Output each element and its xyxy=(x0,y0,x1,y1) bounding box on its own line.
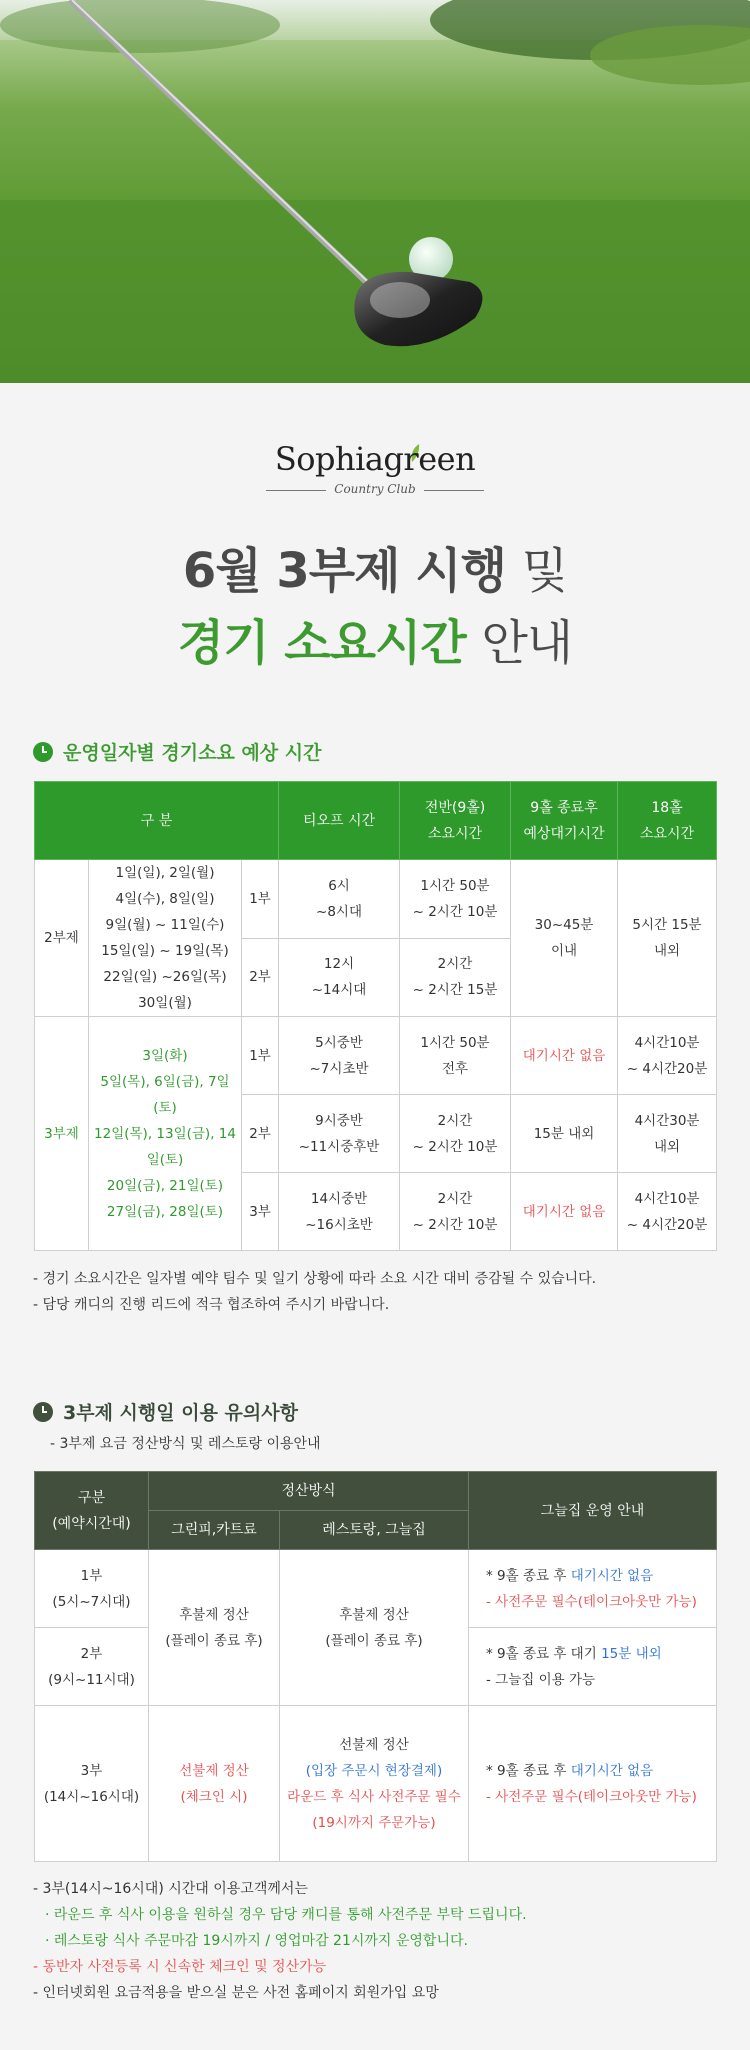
snack-text: * 9홀 종료 후 xyxy=(486,1762,571,1779)
total-time: 4시간10분 ~ 4시간20분 xyxy=(618,1017,717,1095)
header-wait: 9홀 종료후 예상대기시간 xyxy=(511,782,618,860)
header-snackbar: 그늘집 운영 안내 xyxy=(469,1472,717,1550)
section1-heading-text: 운영일자별 경기소요 예상 시간 xyxy=(63,742,322,764)
section2-subtitle: - 3부제 요금 정산방식 및 레스토랑 이용안내 xyxy=(50,1436,321,1452)
snack-note: - 사전주문 필수(테이크아웃만 가능) xyxy=(486,1593,697,1610)
logo-subtitle: Country Club xyxy=(326,482,423,496)
snack-text: * 9홀 종료 후 대기 xyxy=(486,1645,602,1662)
snack-note: - 그늘집 이용 가능 xyxy=(486,1671,596,1688)
front9-time: 2시간 ~ 2시간 10분 xyxy=(400,1173,511,1251)
front9-time: 1시간 50분 전후 xyxy=(400,1017,511,1095)
snack-highlight: 대기시간 없음 xyxy=(570,1567,654,1584)
wait-time: 15분 내외 xyxy=(511,1095,618,1173)
wait-time: 대기시간 없음 xyxy=(511,1017,618,1095)
section1-notes xyxy=(33,1266,596,1318)
restaurant-settle-c: 라운드 후 식사 사전주문 필수 xyxy=(287,1788,461,1805)
restaurant-settle-a: 선불제 정산 xyxy=(339,1736,409,1753)
header-settlement: 정산방식 xyxy=(149,1472,469,1511)
header-restaurant: 레스토랑, 그늘집 xyxy=(280,1511,469,1550)
note-line: · 라운드 후 식사 이용을 원하실 경우 담당 캐디를 통해 사전주문 부탁 드립니다. xyxy=(45,1907,527,1923)
snack-highlight: 대기시간 없음 xyxy=(570,1762,654,1779)
table-row xyxy=(35,1706,717,1862)
snackbar-info xyxy=(469,1550,717,1628)
tee-time: 5시중반 ~7시초반 xyxy=(279,1017,400,1095)
section2-notes xyxy=(33,1876,527,2006)
green-fee-settle: 선불제 정산 (체크인 시) xyxy=(149,1706,280,1862)
snack-highlight: 15분 내외 xyxy=(601,1645,662,1662)
front9-time: 2시간 ~ 2시간 10분 xyxy=(400,1095,511,1173)
table-row xyxy=(35,1017,717,1095)
clock-icon xyxy=(33,742,53,762)
header-tee-off-text: 티오프 시간 xyxy=(302,812,376,829)
settlement-table xyxy=(34,1471,717,1862)
hero-golf-photo xyxy=(0,0,750,383)
restaurant-settle-b: (입장 주문시 현장결제) xyxy=(305,1762,443,1779)
front9-time: 2시간 ~ 2시간 15분 xyxy=(400,938,511,1017)
title-line2-a: 경기 소요시간 xyxy=(177,615,482,671)
front9-time: 1시간 50분 ~ 2시간 10분 xyxy=(400,860,511,939)
restaurant-settle-d: (19시까지 주문가능) xyxy=(312,1814,436,1831)
header-18hole: 18홀 소요시간 xyxy=(618,782,717,860)
group-2bu: 2부제 xyxy=(35,860,89,1017)
section1-heading xyxy=(33,738,321,765)
header-part: 구분 (예약시간대) xyxy=(35,1472,149,1550)
page-title xyxy=(0,535,750,679)
dates-3bu: 3일(화) 5일(목), 6일(금), 7일(토) 12일(목), 13일(금), 14일(토) 20일(금), 21일(토) 27일(금), 28일(토) xyxy=(89,1017,242,1251)
table-row xyxy=(35,1550,717,1628)
brand-logo xyxy=(0,440,750,497)
section2-heading xyxy=(33,1398,298,1425)
tee-time: 6시 ~8시대 xyxy=(279,860,400,939)
note-line: · 레스토랑 식사 주문마감 19시까지 / 영업마감 21시까지 운영합니다. xyxy=(45,1933,468,1949)
note-line: - 경기 소요시간은 일자별 예약 팀수 및 일기 상황에 따라 소요 시간 대비 증감될 수 있습니다. xyxy=(33,1271,597,1287)
clock-icon xyxy=(33,1402,53,1422)
wait-time: 30~45분 이내 xyxy=(511,860,618,1017)
logo-name: Sophiagreen xyxy=(274,440,476,478)
title-line1-b: 및 xyxy=(521,543,568,599)
dates-2bu: 1일(일), 2일(월) 4일(수), 8일(일) 9일(월) ~ 11일(수) 15일(일) ~ 19일(목) 22일(일) ~26일(목) 30일(월) xyxy=(89,860,242,1017)
table-row xyxy=(35,860,717,939)
green-fee-settle: 후불제 정산 (플레이 종료 후) xyxy=(149,1550,280,1706)
part-label: 2부 xyxy=(242,1095,279,1173)
note-line: - 동반자 사전등록 시 신속한 체크인 및 정산가능 xyxy=(33,1959,327,1975)
snack-note: - 사전주문 필수(테이크아웃만 가능) xyxy=(486,1788,697,1805)
snackbar-info xyxy=(469,1628,717,1706)
total-time: 5시간 15분 내외 xyxy=(618,860,717,1017)
wait-time: 대기시간 없음 xyxy=(511,1173,618,1251)
section2-heading-text: 3부제 시행일 이용 유의사항 xyxy=(63,1402,298,1424)
restaurant-settle: 후불제 정산 (플레이 종료 후) xyxy=(280,1550,469,1706)
header-category: 구 분 xyxy=(35,782,279,860)
part-label: 1부 xyxy=(242,860,279,939)
group-3bu: 3부제 xyxy=(35,1017,89,1251)
part-label: 2부 xyxy=(242,938,279,1017)
snackbar-info xyxy=(469,1706,717,1862)
note-line: - 3부(14시~16시대) 시간대 이용고객께서는 xyxy=(33,1881,308,1897)
snack-text: * 9홀 종료 후 xyxy=(486,1567,571,1584)
part-label: 3부 xyxy=(242,1173,279,1251)
header-front9: 전반(9홀) 소요시간 xyxy=(400,782,511,860)
part-label: 3부 (14시~16시대) xyxy=(35,1706,149,1862)
schedule-table xyxy=(34,781,717,1251)
part-label: 1부 (5시~7시대) xyxy=(35,1550,149,1628)
tee-time: 9시중반 ~11시중후반 xyxy=(279,1095,400,1173)
part-label: 2부 (9시~11시대) xyxy=(35,1628,149,1706)
total-time: 4시간30분 내외 xyxy=(618,1095,717,1173)
tee-time: 14시중반 ~16시초반 xyxy=(279,1173,400,1251)
tee-time: 12시 ~14시대 xyxy=(279,938,400,1017)
part-label: 1부 xyxy=(242,1017,279,1095)
note-line: - 인터넷회원 요금적용을 받으실 분은 사전 홈페이지 회원가입 요망 xyxy=(33,1985,439,2001)
title-line2-b: 안내 xyxy=(481,615,573,671)
restaurant-settle xyxy=(280,1706,469,1862)
title-line1-a: 6월 3부제 시행 xyxy=(182,543,522,599)
header-tee-off xyxy=(279,782,400,860)
note-line: - 담당 캐디의 진행 리드에 적극 협조하여 주시기 바랍니다. xyxy=(33,1297,390,1313)
header-green-fee: 그린피,카트료 xyxy=(149,1511,280,1550)
total-time: 4시간10분 ~ 4시간20분 xyxy=(618,1173,717,1251)
